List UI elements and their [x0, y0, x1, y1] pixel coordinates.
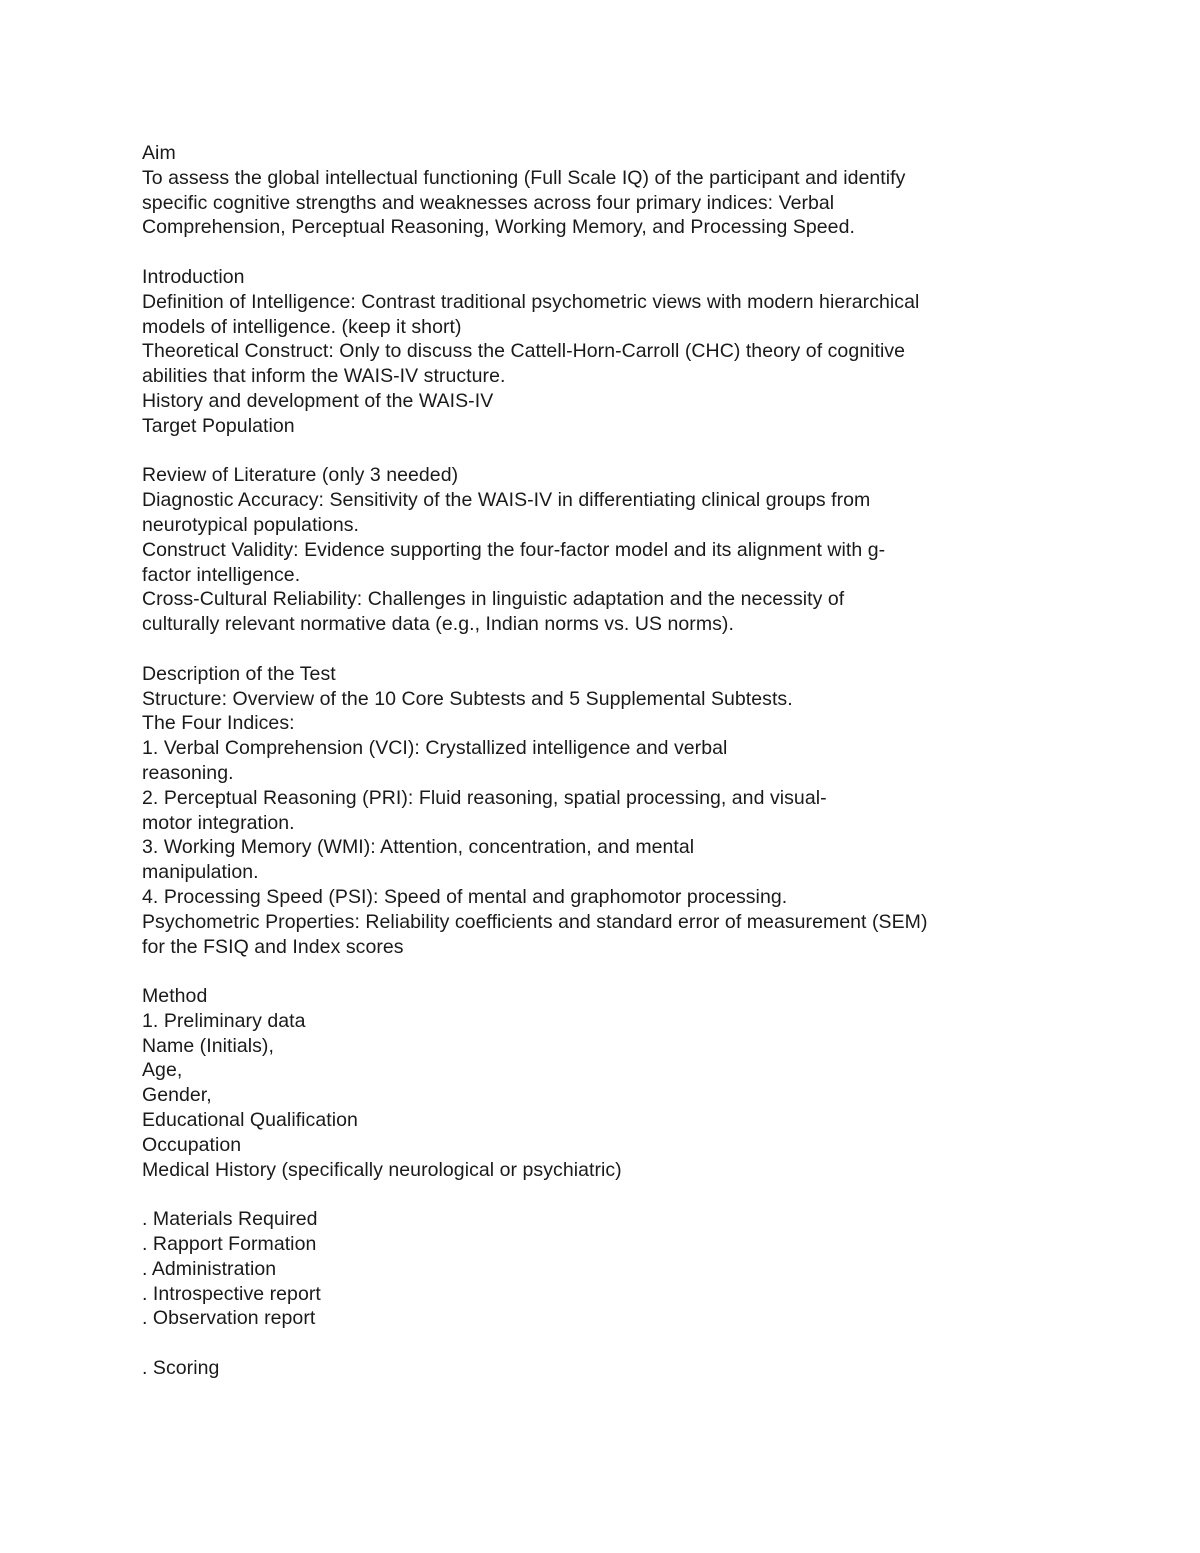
- review-section: [142, 463, 1022, 637]
- description-section: [142, 662, 1022, 960]
- method-text-line: Name (Initials),: [142, 1034, 274, 1057]
- method-text-line: Medical History (specifically neurological or psychiatric): [142, 1158, 622, 1181]
- method-text-line: Occupation: [142, 1133, 242, 1156]
- procedure-section: [142, 1207, 1022, 1331]
- introduction-text-line: Definition of Intelligence: Contrast traditional psychometric views with modern hierarchical: [142, 290, 920, 313]
- aim-text-line: specific cognitive strengths and weaknesses across four primary indices: Verbal: [142, 191, 835, 214]
- review-text-line: factor intelligence.: [142, 563, 301, 586]
- review-heading: Review of Literature (only 3 needed): [142, 464, 459, 487]
- procedure-list-item: . Rapport Formation: [142, 1233, 317, 1256]
- introduction-text-line: History and development of the WAIS-IV: [142, 389, 494, 412]
- procedure-list-item: . Materials Required: [142, 1208, 318, 1231]
- procedure-list-item: . Administration: [142, 1257, 277, 1280]
- review-text-line: Diagnostic Accuracy: Sensitivity of the WAIS-IV in differentiating clinical groups from: [142, 489, 871, 512]
- introduction-text-line: Theoretical Construct: Only to discuss the Cattell-Horn-Carroll (CHC) theory of cognitive: [142, 340, 906, 363]
- paragraph-gap: [142, 439, 1022, 464]
- method-section: [142, 984, 1022, 1182]
- aim-text-line: Comprehension, Perceptual Reasoning, Working Memory, and Processing Speed.: [142, 216, 855, 239]
- description-heading: Description of the Test: [142, 662, 336, 685]
- description-text-line: 1. Verbal Comprehension (VCI): Crystallized intelligence and verbal: [142, 737, 728, 760]
- paragraph-gap: [142, 1331, 1022, 1356]
- description-text-line: reasoning.: [142, 761, 234, 784]
- description-text-line: 2. Perceptual Reasoning (PRI): Fluid reasoning, spatial processing, and visual-: [142, 786, 827, 809]
- method-text-line: 1. Preliminary data: [142, 1009, 306, 1032]
- paragraph-gap: [142, 1182, 1022, 1207]
- introduction-section: [142, 265, 1022, 439]
- introduction-text-line: models of intelligence. (keep it short): [142, 315, 462, 338]
- review-text-line: culturally relevant normative data (e.g., Indian norms vs. US norms).: [142, 613, 734, 636]
- procedure-list-item: . Introspective report: [142, 1282, 321, 1305]
- paragraph-gap: [142, 240, 1022, 265]
- description-text-line: manipulation.: [142, 861, 259, 884]
- review-text-line: Cross-Cultural Reliability: Challenges in linguistic adaptation and the necessity of: [142, 588, 845, 611]
- review-text-line: neurotypical populations.: [142, 513, 359, 536]
- paragraph-gap: [142, 959, 1022, 984]
- description-text-line: Psychometric Properties: Reliability coefficients and standard error of measurement (SEM): [142, 910, 928, 933]
- aim-text-line: To assess the global intellectual functioning (Full Scale IQ) of the participant and identify: [142, 166, 906, 189]
- description-text-line: 3. Working Memory (WMI): Attention, concentration, and mental: [142, 836, 695, 859]
- aim-heading: Aim: [142, 142, 176, 164]
- introduction-heading: Introduction: [142, 265, 245, 288]
- aim-section: [142, 141, 1022, 240]
- method-text-line: Age,: [142, 1059, 183, 1082]
- paragraph-gap: [142, 637, 1022, 662]
- description-text-line: The Four Indices:: [142, 712, 295, 735]
- description-text-line: Structure: Overview of the 10 Core Subtests and 5 Supplemental Subtests.: [142, 687, 793, 710]
- description-text-line: motor integration.: [142, 811, 295, 834]
- description-text-line: for the FSIQ and Index scores: [142, 935, 404, 958]
- scoring-section: [142, 1356, 1022, 1381]
- introduction-text-line: Target Population: [142, 414, 295, 437]
- document-body: [142, 141, 1022, 1381]
- method-text-line: Educational Qualification: [142, 1109, 358, 1132]
- method-text-line: Gender,: [142, 1084, 212, 1107]
- description-text-line: 4. Processing Speed (PSI): Speed of mental and graphomotor processing.: [142, 885, 788, 908]
- method-heading: Method: [142, 985, 208, 1008]
- scoring-heading: . Scoring: [142, 1357, 220, 1380]
- procedure-list-item: . Observation report: [142, 1307, 316, 1330]
- introduction-text-line: abilities that inform the WAIS-IV structure.: [142, 365, 506, 388]
- review-text-line: Construct Validity: Evidence supporting the four-factor model and its alignment with g-: [142, 538, 886, 561]
